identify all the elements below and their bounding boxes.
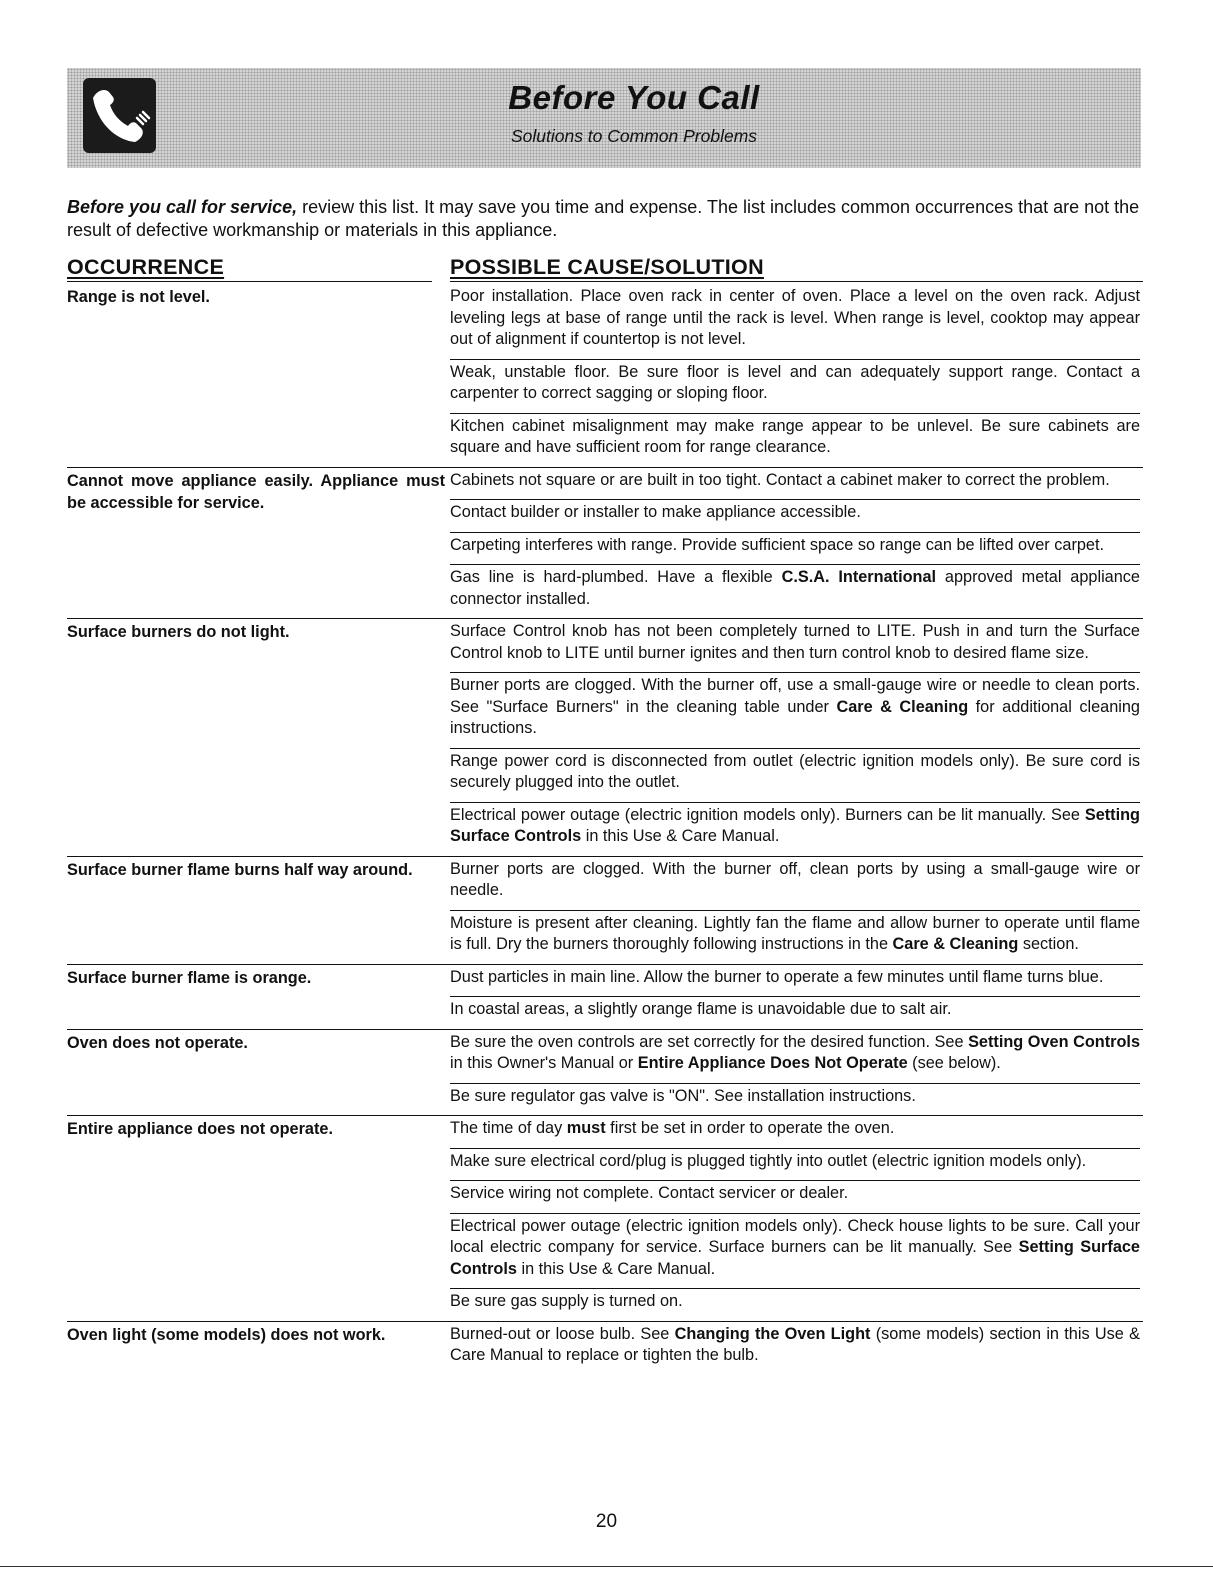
solution-item bbox=[450, 360, 1140, 414]
solution-column-header: POSSIBLE CAUSE/SOLUTION bbox=[450, 255, 764, 279]
solution-item bbox=[450, 1149, 1140, 1182]
header-banner bbox=[67, 68, 1141, 168]
occurrence-header-rule bbox=[67, 281, 432, 282]
solution-text: Make sure electrical cord/plug is plugged tightly into outlet (electric ignition models only). bbox=[450, 1151, 1087, 1170]
solution-text: Kitchen cabinet misalignment may make range appear to be unlevel. Be sure cabinets are square and have sufficient room for range clearance. bbox=[450, 416, 1140, 456]
solution-text: in this Owner's Manual or bbox=[450, 1054, 638, 1072]
solution-emphasis: Setting Surface Controls bbox=[450, 805, 1140, 845]
table-row bbox=[67, 468, 1143, 620]
solution-emphasis: Entire Appliance Does Not Operate bbox=[637, 1054, 908, 1072]
solution-text: Electrical power outage (electric ignition models only). Check house lights to be sure. Call your local electric company for service. Surface burners can be lit manually. See bbox=[450, 1216, 1140, 1256]
solution-item bbox=[450, 468, 1140, 501]
table-row bbox=[67, 284, 1143, 468]
solution-text: Dust particles in main line. Allow the burner to operate a few minutes until flame turns blue. bbox=[450, 967, 1104, 986]
solutions-cell bbox=[450, 1116, 1140, 1321]
solution-emphasis: Setting Surface Controls bbox=[450, 1238, 1140, 1278]
page-bottom-rule bbox=[0, 1566, 1213, 1567]
occurrence-cell: Surface burners do not light. bbox=[67, 623, 290, 641]
solution-item bbox=[450, 1116, 1140, 1149]
solution-emphasis: Setting Oven Controls bbox=[968, 1032, 1140, 1051]
solution-text: in this Use & Care Manual. bbox=[581, 827, 780, 845]
solution-text: Be sure regulator gas valve is "ON". See installation instructions. bbox=[450, 1086, 916, 1105]
solutions-cell bbox=[450, 1030, 1140, 1116]
page-subtitle: Solutions to Common Problems bbox=[510, 126, 758, 146]
solution-item bbox=[450, 1030, 1140, 1084]
solution-item bbox=[450, 284, 1140, 360]
solution-text: Carpeting interferes with range. Provide sufficient space so range can be lifted over carpet. bbox=[450, 535, 1105, 554]
solution-text: Burned-out or loose bulb. See bbox=[450, 1324, 675, 1343]
solution-item bbox=[450, 1214, 1140, 1290]
solution-text: Weak, unstable floor. Be sure floor is level and can adequately support range. Contact a carpenter to correct sagging or sloping floor. bbox=[450, 362, 1140, 402]
table-row bbox=[67, 965, 1143, 1030]
occurrence-cell: Surface burner flame burns half way around. bbox=[67, 860, 413, 879]
solution-emphasis: Care & Cleaning bbox=[836, 697, 969, 716]
table-row bbox=[67, 857, 1143, 965]
solution-text: Gas line is hard-plumbed. Have a flexible bbox=[450, 568, 782, 586]
solution-text: (see below). bbox=[907, 1054, 1001, 1072]
solution-item bbox=[450, 997, 1140, 1029]
solutions-cell bbox=[450, 284, 1140, 467]
solution-item bbox=[450, 911, 1140, 964]
solution-text: Range power cord is disconnected from outlet (electric ignition models only). Be sure cord is securely plugged into the outlet. bbox=[450, 751, 1140, 791]
solution-text: first be set in order to operate the oven. bbox=[605, 1119, 895, 1137]
solution-text: section. bbox=[1018, 935, 1079, 953]
solution-item bbox=[450, 414, 1140, 467]
solution-item bbox=[450, 533, 1140, 566]
solution-emphasis: Care & Cleaning bbox=[892, 935, 1019, 953]
solution-item bbox=[450, 565, 1140, 618]
solution-item bbox=[450, 1322, 1140, 1375]
occurrence-cell: Entire appliance does not operate. bbox=[67, 1120, 333, 1138]
occurrence-column-header: OCCURRENCE bbox=[67, 255, 225, 279]
occurrence-cell: Oven light (some models) does not work. bbox=[67, 1325, 386, 1344]
solution-item bbox=[450, 1084, 1140, 1116]
solution-text: Be sure gas supply is turned on. bbox=[450, 1292, 683, 1310]
solution-emphasis: Changing the Oven Light bbox=[674, 1324, 871, 1343]
solution-item bbox=[450, 1181, 1140, 1214]
solution-text: In coastal areas, a slightly orange flame is unavoidable due to salt air. bbox=[450, 1000, 952, 1018]
solution-text: Poor installation. Place oven rack in center of oven. Place a level on the oven rack. Adjust leveling legs at base of range until the rack is level. When range is level, cooktop may appear out of alignment if countertop is not level. bbox=[450, 287, 1140, 348]
solution-item bbox=[450, 1289, 1140, 1321]
table-row bbox=[67, 1322, 1143, 1375]
solution-emphasis: must bbox=[566, 1119, 606, 1137]
solution-text: Surface Control knob has not been completely turned to LITE. Push in and turn the Surface Control knob to LITE until burner ignites and then turn control knob to desired flame size. bbox=[450, 622, 1140, 662]
occurrence-cell: Surface burner flame is orange. bbox=[67, 968, 312, 987]
solution-emphasis: C.S.A. International bbox=[781, 568, 937, 586]
solution-text: (some models) section in this Use & Care Manual to replace or tighten the bulb. bbox=[450, 1324, 1140, 1364]
page-number: 20 bbox=[595, 1511, 618, 1532]
solution-item bbox=[450, 965, 1140, 998]
solution-item bbox=[450, 500, 1140, 533]
solution-text: Service wiring not complete. Contact servicer or dealer. bbox=[450, 1184, 849, 1202]
solution-text: Burner ports are clogged. With the burner off, clean ports by using a small-gauge wire or needle. bbox=[450, 859, 1140, 899]
solution-text: Contact builder or installer to make appliance accessible. bbox=[450, 503, 861, 521]
solution-item bbox=[450, 673, 1140, 749]
solution-text: Cabinets not square or are built in too tight. Contact a cabinet maker to correct the problem. bbox=[450, 470, 1110, 489]
solutions-cell bbox=[450, 468, 1140, 619]
troubleshooting-table bbox=[67, 284, 1143, 1375]
intro-paragraph bbox=[67, 196, 1143, 242]
solution-item bbox=[450, 857, 1140, 911]
solution-text: in this Use & Care Manual. bbox=[516, 1259, 716, 1278]
solutions-cell bbox=[450, 857, 1140, 964]
solutions-cell bbox=[450, 619, 1140, 856]
table-row bbox=[67, 619, 1143, 857]
occurrence-cell: Range is not level. bbox=[67, 288, 210, 306]
occurrence-cell: Oven does not operate. bbox=[67, 1033, 248, 1052]
occurrence-cell: Cannot move appliance easily. Appliance must be accessible for service. bbox=[67, 471, 445, 512]
page-title: Before You Call bbox=[508, 79, 760, 116]
solution-text: Moisture is present after cleaning. Lightly fan the flame and allow burner to operate until flame is full. Dry the burners thoroughly following instructions in the bbox=[450, 913, 1140, 953]
intro-lead: Before you call for service, bbox=[67, 197, 298, 217]
solution-header-rule bbox=[450, 281, 1143, 282]
table-row bbox=[67, 1116, 1143, 1322]
solution-text: Be sure the oven controls are set correctly for the desired function. See bbox=[450, 1032, 969, 1051]
solution-item bbox=[450, 619, 1140, 673]
intro-text: review this list. It may save you time and expense. The list includes common occurrences that are not the result of defective workmanship or materials in this appliance. bbox=[67, 197, 1140, 240]
solution-item bbox=[450, 803, 1140, 856]
solution-text: for additional cleaning instructions. bbox=[450, 697, 1140, 737]
solutions-cell bbox=[450, 965, 1140, 1029]
solution-text: approved metal appliance connector installed. bbox=[450, 568, 1140, 608]
solution-item bbox=[450, 749, 1140, 803]
solution-text: Electrical power outage (electric ignition models only). Burners can be lit manually. See bbox=[450, 805, 1085, 824]
solutions-cell bbox=[450, 1322, 1140, 1375]
table-row bbox=[67, 1030, 1143, 1117]
solution-text: Burner ports are clogged. With the burner off, use a small-gauge wire or needle to clean ports. See "Surface Burners" in the cleaning table under bbox=[450, 676, 1140, 716]
solution-text: The time of day bbox=[450, 1119, 567, 1137]
